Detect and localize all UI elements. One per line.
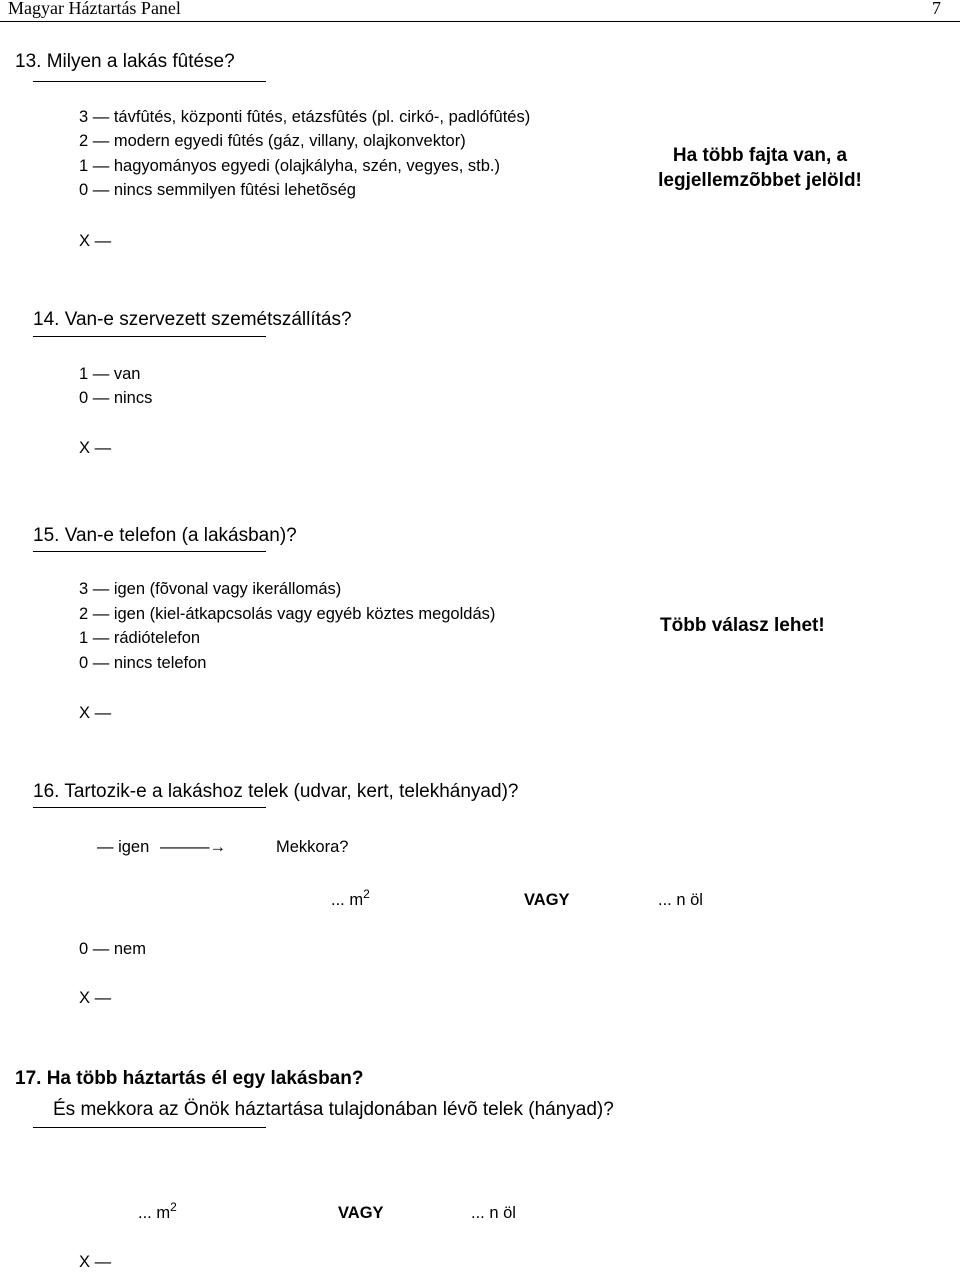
question-17-subtitle: És mekkora az Önök háztartása tulajdonában lévõ telek (hányad)? [53, 1099, 614, 1120]
q13-option-x[interactable]: X — [79, 232, 112, 250]
q17-m2-label: ... m [138, 1204, 171, 1222]
q17-option-x[interactable]: X — [79, 1253, 112, 1271]
q16-option-x[interactable]: X — [79, 989, 112, 1007]
q15-note: Több válasz lehet! [660, 615, 825, 636]
question-17-title: 17. Ha több háztartás él egy lakásban? [15, 1068, 364, 1089]
q13-note-line2: legjellemzõbbet jelöld! [658, 170, 862, 191]
q17-nol-field[interactable]: ... n öl [471, 1204, 516, 1222]
q15-option-2[interactable]: 2 — igen (kiel-átkapcsolás vagy egyéb köztes megoldás) [79, 605, 496, 623]
q17-m2-superscript: 2 [170, 1200, 177, 1214]
question-16-underline [33, 807, 266, 808]
q13-option-1[interactable]: 1 — hagyományos egyedi (olajkályha, szén, vegyes, stb.) [79, 157, 500, 175]
header-title: Magyar Háztartás Panel [8, 0, 181, 18]
q16-option-no[interactable]: 0 — nem [79, 940, 146, 958]
q14-option-x[interactable]: X — [79, 439, 112, 457]
q16-nol-field[interactable]: ... n öl [658, 891, 703, 909]
question-14-title: 14. Van-e szervezett szemétszállítás? [33, 309, 352, 330]
q14-option-0[interactable]: 0 — nincs [79, 389, 153, 407]
q15-option-x[interactable]: X — [79, 704, 112, 722]
q13-note [620, 143, 900, 193]
q16-m2-label: ... m [331, 891, 364, 909]
q13-option-0[interactable]: 0 — nincs semmilyen fûtési lehetõség [79, 181, 356, 199]
q15-option-1[interactable]: 1 — rádiótelefon [79, 629, 201, 647]
q16-or-label: VAGY [524, 891, 570, 909]
q16-m2-field[interactable] [331, 887, 370, 910]
question-15-underline [33, 551, 266, 552]
question-13-title: 13. Milyen a lakás fûtése? [15, 51, 235, 72]
q16-m2-superscript: 2 [363, 887, 370, 901]
q17-m2-field[interactable] [138, 1200, 177, 1223]
q16-size-question: Mekkora? [276, 838, 349, 856]
q13-option-2[interactable]: 2 — modern egyedi fûtés (gáz, villany, olajkonvektor) [79, 132, 466, 150]
question-15-title: 15. Van-e telefon (a lakásban)? [33, 525, 297, 546]
q13-option-3[interactable]: 3 — távfûtés, központi fûtés, etázsfûtés (pl. cirkó-, padlófûtés) [79, 108, 531, 126]
question-17-underline [33, 1127, 266, 1128]
q14-option-1[interactable]: 1 — van [79, 365, 141, 383]
q17-or-label: VAGY [338, 1204, 384, 1222]
q13-note-line1: Ha több fajta van, a [672, 145, 848, 166]
header-divider [0, 21, 960, 22]
arrow-right-icon: ———→ [160, 838, 226, 856]
q15-option-0[interactable]: 0 — nincs telefon [79, 654, 207, 672]
question-13-underline [33, 81, 266, 82]
question-16-title: 16. Tartozik-e a lakáshoz telek (udvar, kert, telekhányad)? [33, 781, 519, 802]
page-number: 7 [932, 0, 941, 18]
q16-option-yes[interactable]: — igen [97, 838, 150, 856]
question-14-underline [33, 336, 266, 337]
q15-option-3[interactable]: 3 — igen (fõvonal vagy ikerállomás) [79, 580, 342, 598]
